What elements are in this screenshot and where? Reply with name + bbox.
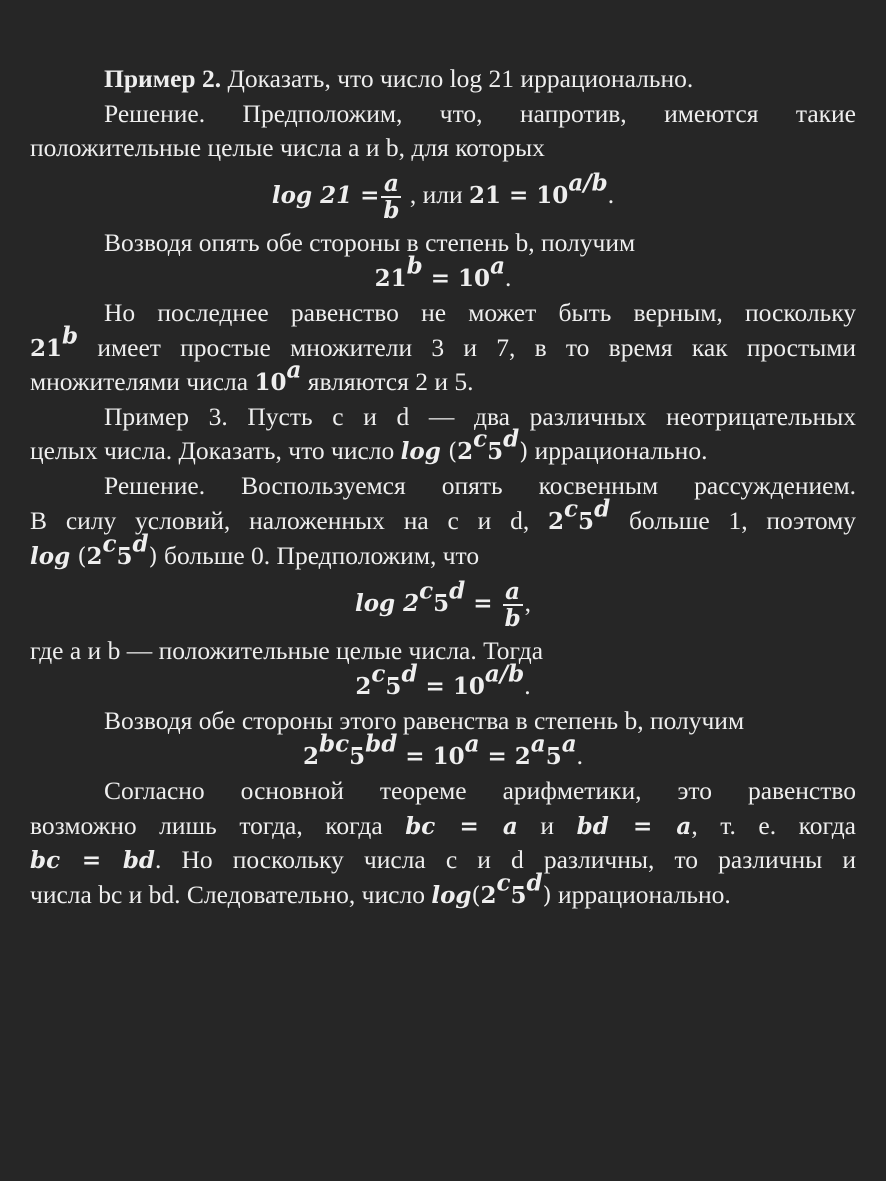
conclusion-line-3: bc = bd. Но поскольку числа c и d различны, то различны и bbox=[30, 845, 856, 874]
formula-rhs: $21 = 10^{a/b}$ bbox=[469, 169, 608, 209]
formula-21b-10a: $21^b = 10^a$. bbox=[374, 252, 512, 292]
formula-mid-text: , или bbox=[403, 180, 469, 209]
fraction-numerator: a bbox=[381, 171, 401, 198]
conclusion-line-1: Согласно основной теореме арифметики, это равенство bbox=[104, 776, 856, 805]
raise-sentence: Возводя опять обе стороны в степень b, получим bbox=[104, 228, 636, 257]
example-2-statement bbox=[104, 62, 856, 96]
fraction-denominator: b bbox=[504, 605, 521, 633]
fraction bbox=[381, 171, 401, 223]
where-sentence: где a и b — положительные целые числа. Тогда bbox=[30, 636, 544, 665]
conclusion-line-4: числа bc и bd. Следовательно, число log(2$^c$5$^d$) иррационально. bbox=[30, 869, 731, 909]
fraction-denominator: b bbox=[383, 197, 400, 225]
formula-2c5d-10ab: $2^c5^d = 10^{a/b}$. bbox=[355, 660, 531, 700]
example-2-solution-line-1: Решение. Предположим, что, напротив, имеются такие bbox=[104, 99, 856, 128]
formula-log21-fraction: log 21 = $\frac{a}{b}$ , или $21 = 10^{a/b}$. bbox=[271, 169, 615, 225]
conclusion-line-2: возможно лишь тогда, когда bc = a и bd = a, т. е. когда bbox=[30, 811, 856, 840]
example-3-statement-line-2: целых числа. Доказать, что число log (2$^c$5$^d$) иррационально. bbox=[30, 425, 708, 465]
example-3-solution-line-3: log (2$^c$5$^d$) больше 0. Предположим, что bbox=[30, 530, 480, 570]
proof-line-3: множителями числа 10$^a$ являются 2 и 5. bbox=[30, 356, 474, 396]
proof-line-2: 21$^b$ имеет простые множители 3 и 7, в то время как простыми bbox=[30, 322, 856, 362]
example-2-solution-line-2: положительные целые числа a и b, для которых bbox=[30, 133, 545, 162]
example-3-solution-line-2: В силу условий, наложенных на c и d, 2$^c$5$^d$ больше 1, поэтому bbox=[30, 495, 857, 535]
raise-sentence-2: Возводя обе стороны этого равенства в степень b, получим bbox=[104, 706, 745, 735]
example-2-title: Пример 2. bbox=[104, 64, 222, 93]
example-3-solution-line-1: Решение. Воспользуемся опять косвенным рассуждением. bbox=[104, 471, 856, 500]
formula-log-2c5d-fraction: $\log 2^c5^d$ = $\frac{a}{b}$ , bbox=[354, 577, 532, 633]
formula-lhs: log 21 = bbox=[271, 182, 380, 209]
proof-line-1: Но последнее равенство не может быть верным, поскольку bbox=[104, 298, 856, 327]
example-3-statement-line-1: Пример 3. Пусть c и d — два различных неотрицательных bbox=[104, 402, 856, 431]
example-2-text: Доказать, что число log 21 иррационально. bbox=[221, 64, 694, 93]
fraction bbox=[503, 579, 523, 631]
fraction-numerator: a bbox=[503, 579, 523, 606]
formula-2bc5bd: $2^{bc}5^{bd} = 10^a = 2^a5^a$. bbox=[303, 730, 583, 770]
